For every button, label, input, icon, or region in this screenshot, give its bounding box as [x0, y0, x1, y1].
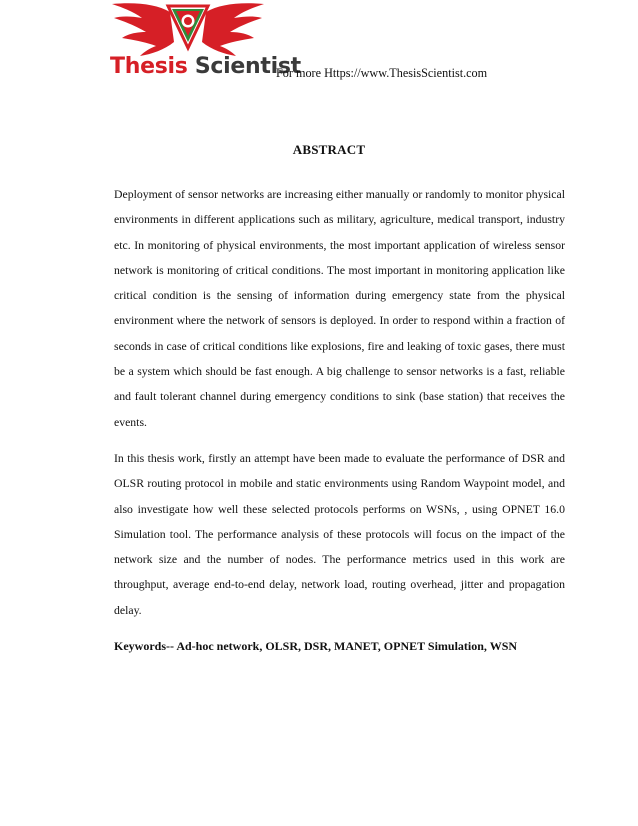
- keywords-line: Keywords-- Ad-hoc network, OLSR, DSR, MANET, OPNET Simulation, WSN: [114, 639, 518, 654]
- abstract-paragraph-1: Deployment of sensor networks are increasing either manually or randomly to monitor physical environments in different applications such as military, agriculture, medical transport, industry etc. In monitoring of physical environments, the most important application of wireless sensor network is monitoring of critical conditions. The most important in monitoring application like critical condition is the sensing of information during emergency state from the physical environment where the network of sensors is deployed. In order to respond within a fraction of seconds in case of critical conditions like explosions, fire and leaking of toxic gases, there must be a system which should be fast enough. A big challenge to sensor networks is a fast, reliable and fault tolerant channel during emergency conditions to sink (base station) that receives the events.: [114, 188, 565, 429]
- header-website-text: For more Https://www.ThesisScientist.com: [276, 66, 488, 80]
- brand-wordmark: [110, 54, 301, 79]
- brand-wordmark-part2: Scientist: [194, 54, 301, 79]
- abstract-paragraph-2: In this thesis work, firstly an attempt have been made to evaluate the performance of DSR and OLSR routing protocol in mobile and static environments using Random Waypoint model, and also investigate how well these selected protocols performs on WSNs, , using OPNET 16.0 Simulation tool. The performance analysis of these protocols will focus on the impact of the network size and the number of nodes. The performance metrics used in this work are throughput, average end-to-end delay, network load, routing overhead, jitter and propagation delay.: [114, 451, 565, 617]
- thesis-scientist-logo-icon: [108, 0, 268, 62]
- page-header: [0, 0, 638, 90]
- brand-wordmark-part1: Thesis: [110, 54, 188, 79]
- abstract-heading: ABSTRACT: [292, 142, 366, 157]
- abstract-body: [114, 182, 565, 659]
